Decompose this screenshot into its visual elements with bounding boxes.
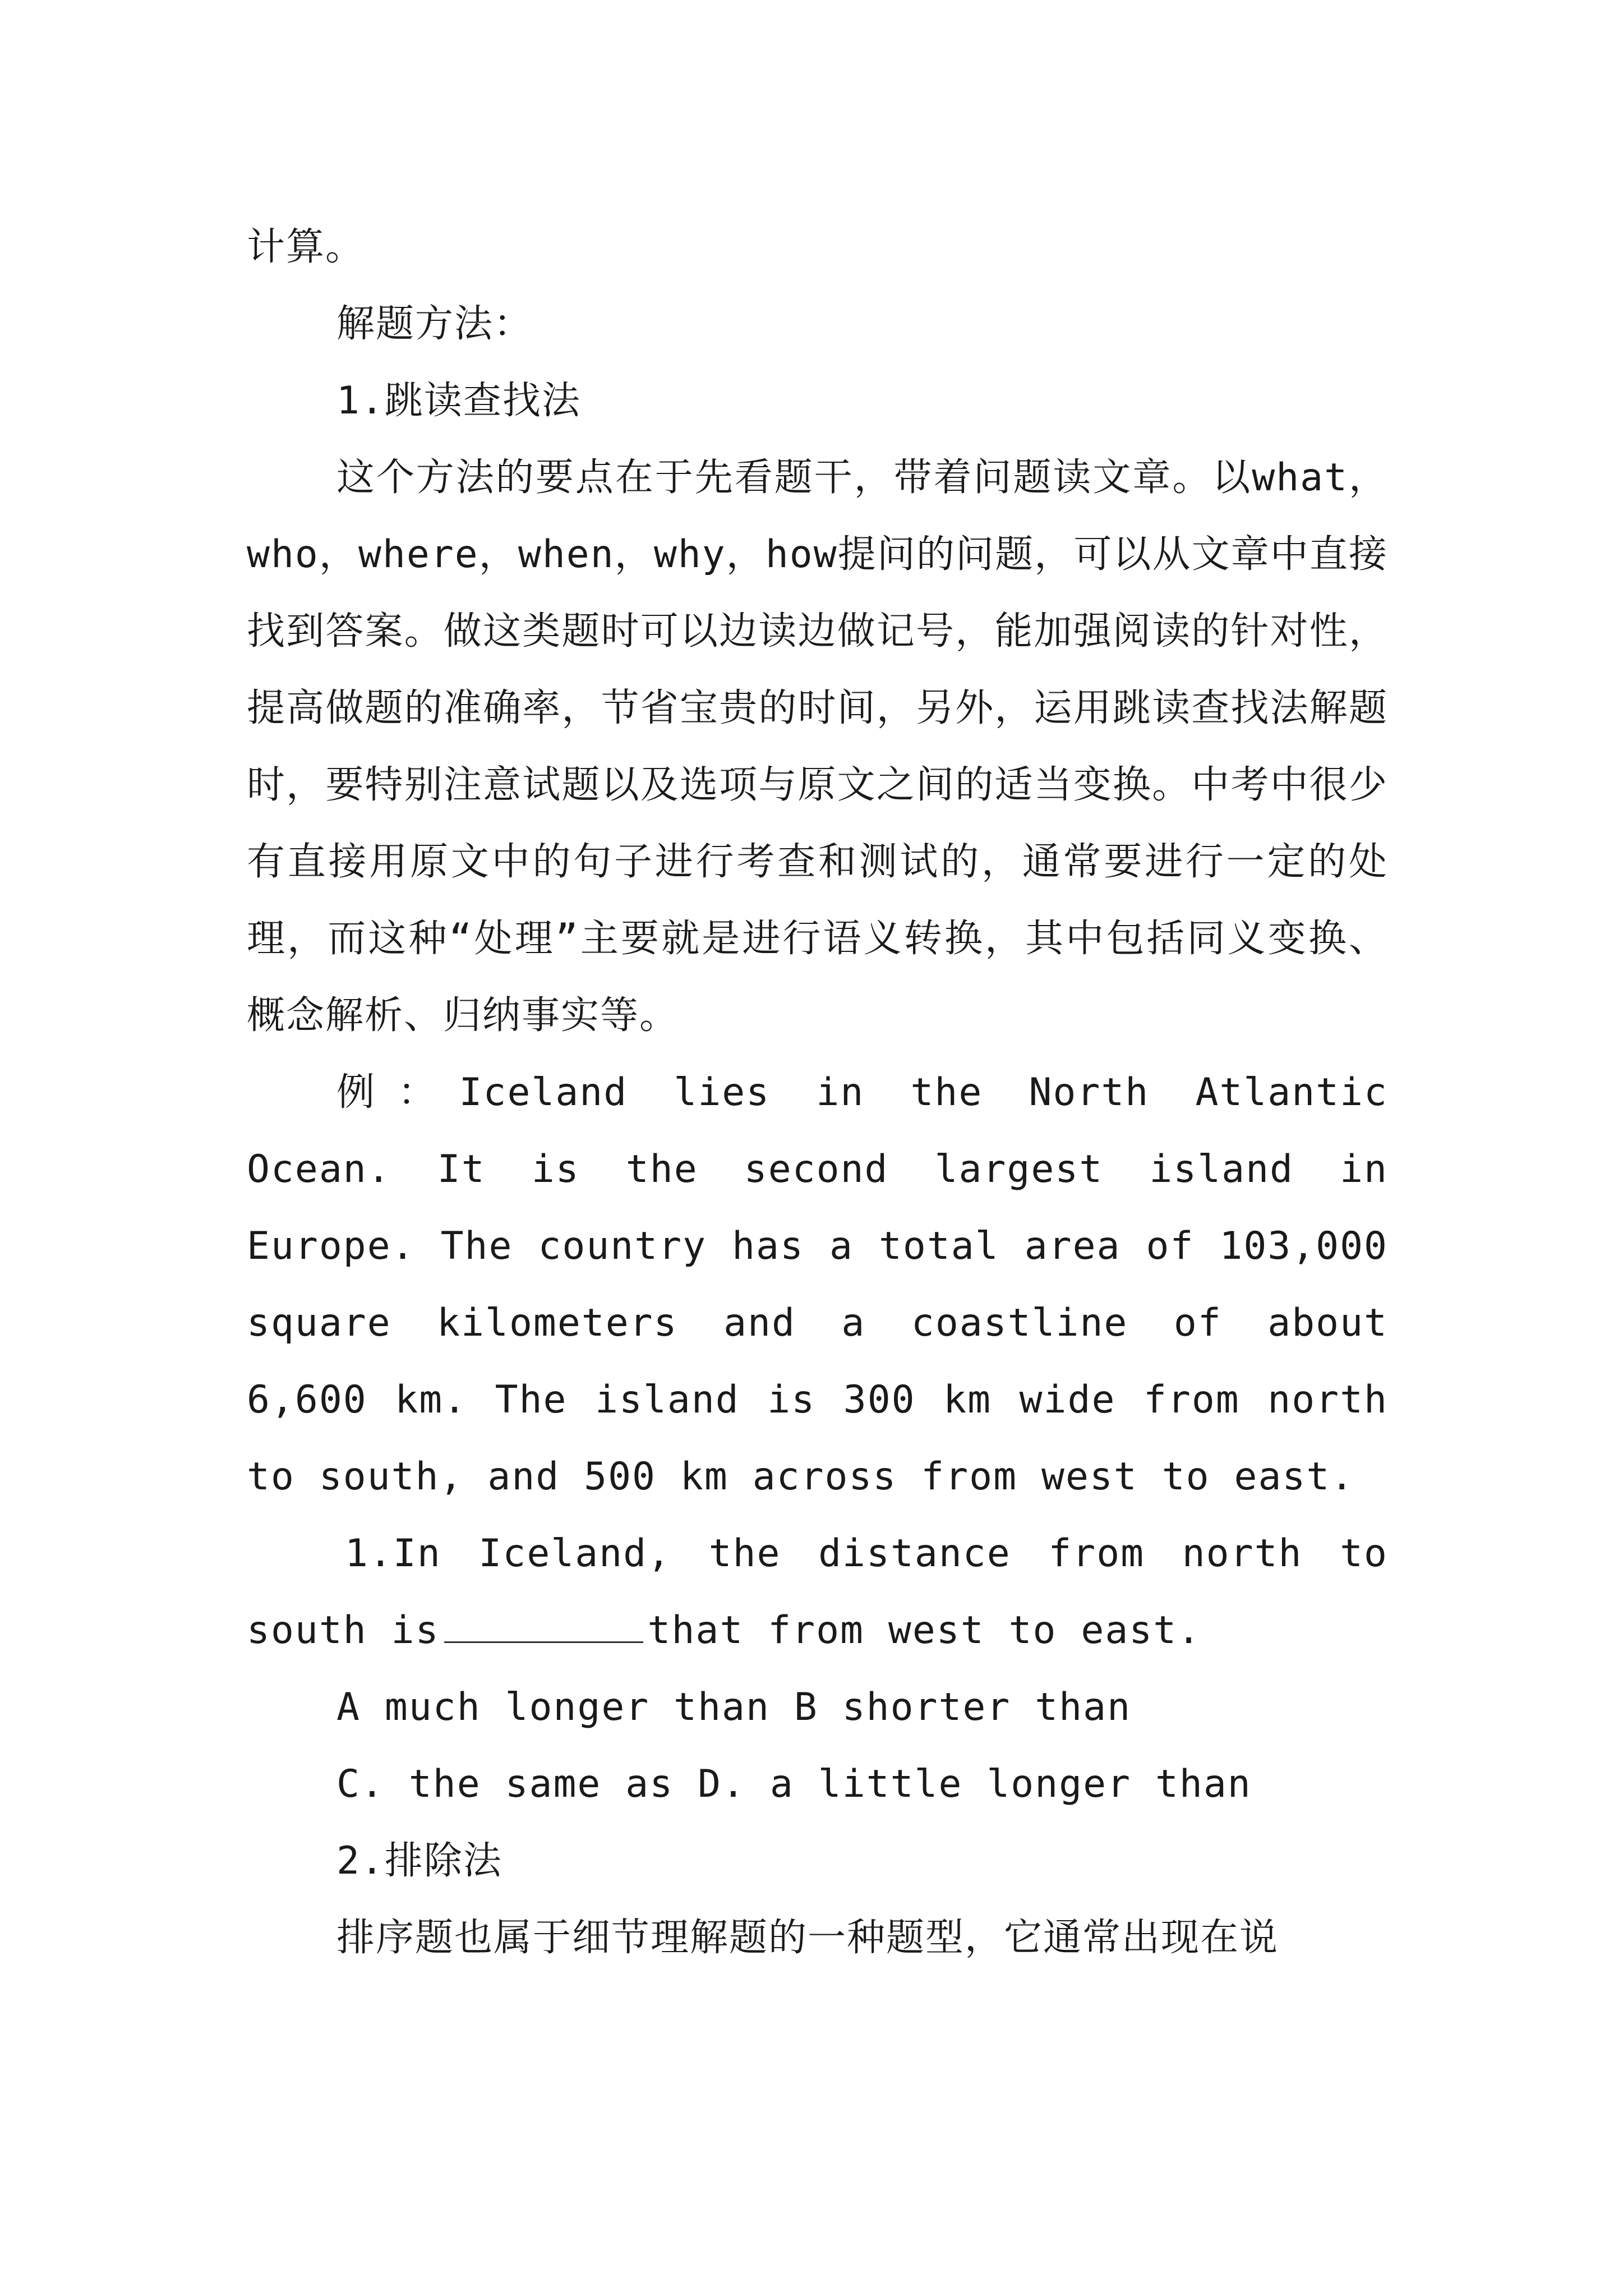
answer-blank — [444, 1607, 643, 1643]
paragraph-continuation: 计算。 — [247, 225, 365, 269]
method1-paragraph: 这个方法的要点在于先看题干，带着问题读文章。以what，who，where，when，why，how提问的问题，可以从文章中直接找到答案。做这类题时可以边读边做记号，能加强阅读的针对性，提高做题的准确率，节省宝贵的时间，另外，运用跳读查找法解题时，要特别注意试题以及选项与原文之间的适当变换。中考中很少有直接用原文中的句子进行考查和测试的，通常要进行一定的处理，而这种“处理”主要就是进行语义转换，其中包括同义变换、概念解析、归纳事实等。 — [247, 455, 1388, 1038]
method2-paragraph: 排序题也属于细节理解题的一种题型，它通常出现在说 — [336, 1916, 1279, 1960]
options-ab: A much longer than B shorter than — [336, 1685, 1132, 1729]
question-1 — [247, 1515, 1388, 1669]
method-heading: 解题方法： — [336, 302, 533, 346]
options-cd: C. the same as D. a little longer than — [336, 1762, 1252, 1806]
document-body — [247, 209, 1388, 1976]
method2-title: 2.排除法 — [336, 1839, 502, 1883]
question-text-after: that from west to east. — [647, 1608, 1202, 1653]
example-paragraph: 例：Iceland lies in the North Atlantic Ocean. It is the second largest island in Europe. The country has a total area of 103,000 square kilometers and a coastline of about 6,600 km. The island is 300 km wide from north to south, and 500 km across from west to east. — [247, 1070, 1388, 1499]
method1-title: 1.跳读查找法 — [336, 379, 581, 423]
question-text-before: 1.In Iceland, the distance from north to south is — [247, 1531, 1388, 1653]
